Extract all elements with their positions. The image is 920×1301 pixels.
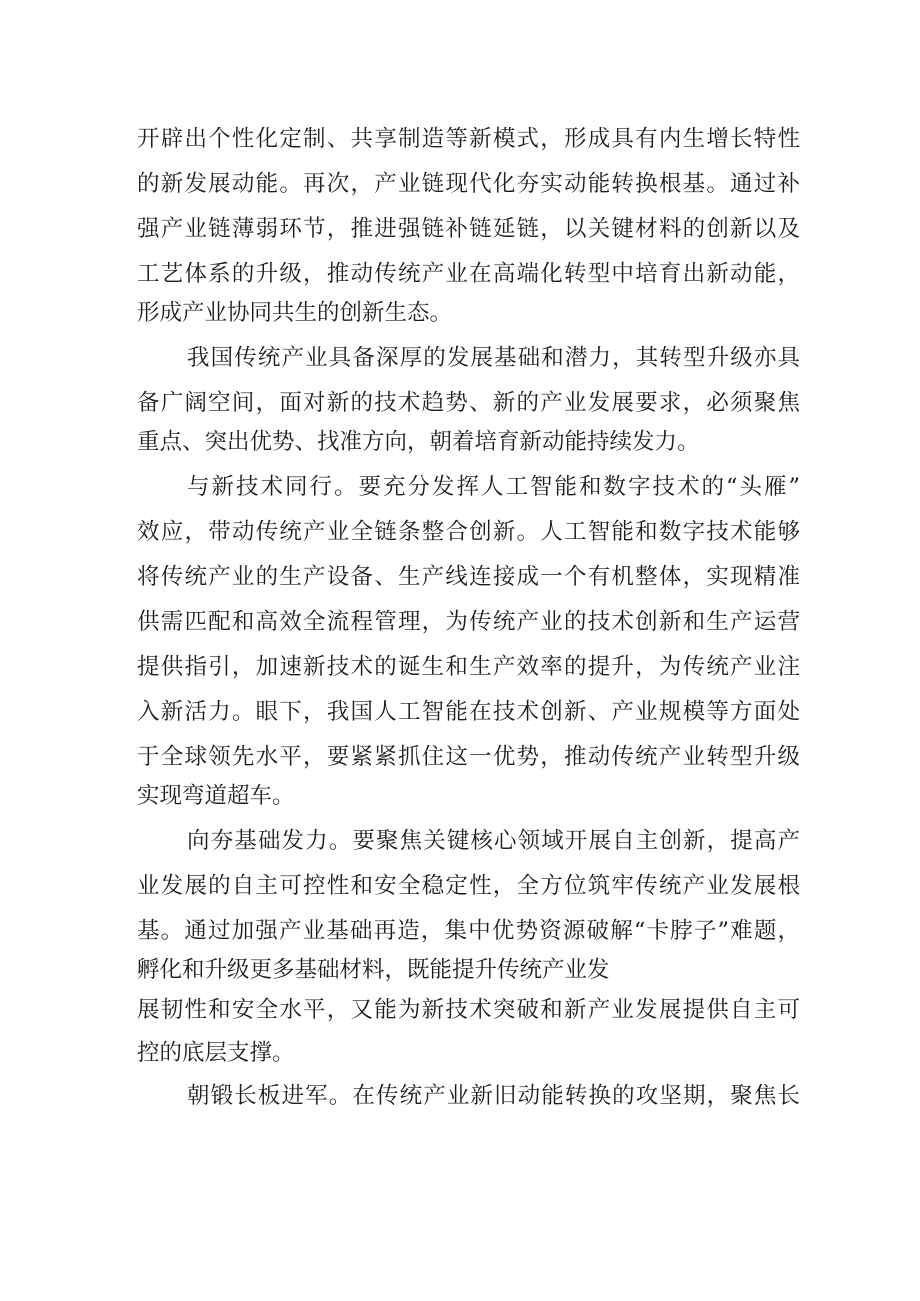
- text-line: 工艺体系的升级，推动传统产业在高端化转型中培育出新动能，: [137, 261, 800, 287]
- text-line: 供需匹配和高效全流程管理，为传统产业的技术创新和生产运营: [137, 609, 800, 635]
- text-line: 开辟出个性化定制、共享制造等新模式，形成具有内生增长特性: [137, 126, 800, 152]
- text-line: 提供指引，加速新技术的诞生和生产效率的提升，为传统产业注: [137, 654, 800, 680]
- paragraph-first-line: 朝锻长板进军。在传统产业新旧动能转换的攻坚期，聚焦长: [187, 1083, 800, 1109]
- text-line: 实现弯道超车。: [137, 783, 295, 809]
- text-line: 强产业链薄弱环节，推进强链补链延链，以关键材料的创新以及: [137, 216, 800, 242]
- text-line: 控的底层支撑。: [137, 1040, 295, 1066]
- paragraph-first-line: 向夯基础发力。要聚焦关键核心领域开展自主创新，提高产: [187, 828, 800, 854]
- text-line: 入新活力。眼下，我国人工智能在技术创新、产业规模等方面处: [137, 699, 800, 725]
- text-line: 将传统产业的生产设备、生产线连接成一个有机整体，实现精准: [137, 564, 800, 590]
- text-line: 的新发展动能。再次，产业链现代化夯实动能转换根基。通过补: [137, 171, 800, 197]
- text-line: 于全球领先水平，要紧紧抓住这一优势，推动传统产业转型升级: [137, 744, 800, 770]
- text-line: 基。通过加强产业基础再造，集中优势资源破解“卡脖子”难题，: [137, 918, 800, 944]
- paragraph-first-line: 与新技术同行。要充分发挥人工智能和数字技术的“头雁”: [187, 474, 800, 500]
- text-line: 重点、突出优势、找准方向，朝着培育新动能持续发力。: [137, 429, 700, 455]
- text-line: 效应，带动传统产业全链条整合创新。人工智能和数字技术能够: [137, 519, 800, 545]
- text-line: 形成产业协同共生的创新生态。: [137, 300, 453, 326]
- text-line: 备广阔空间，面对新的技术趋势、新的产业发展要求，必须聚焦: [137, 390, 800, 416]
- text-line: 孵化和升级更多基础材料，既能提升传统产业发: [137, 957, 610, 983]
- text-line: 展韧性和安全水平，又能为新技术突破和新产业发展提供自主可: [137, 997, 800, 1023]
- paragraph-first-line: 我国传统产业具备深厚的发展基础和潜力，其转型升级亦具: [187, 345, 800, 371]
- text-line: 业发展的自主可控性和安全稳定性，全方位筑牢传统产业发展根: [137, 873, 800, 899]
